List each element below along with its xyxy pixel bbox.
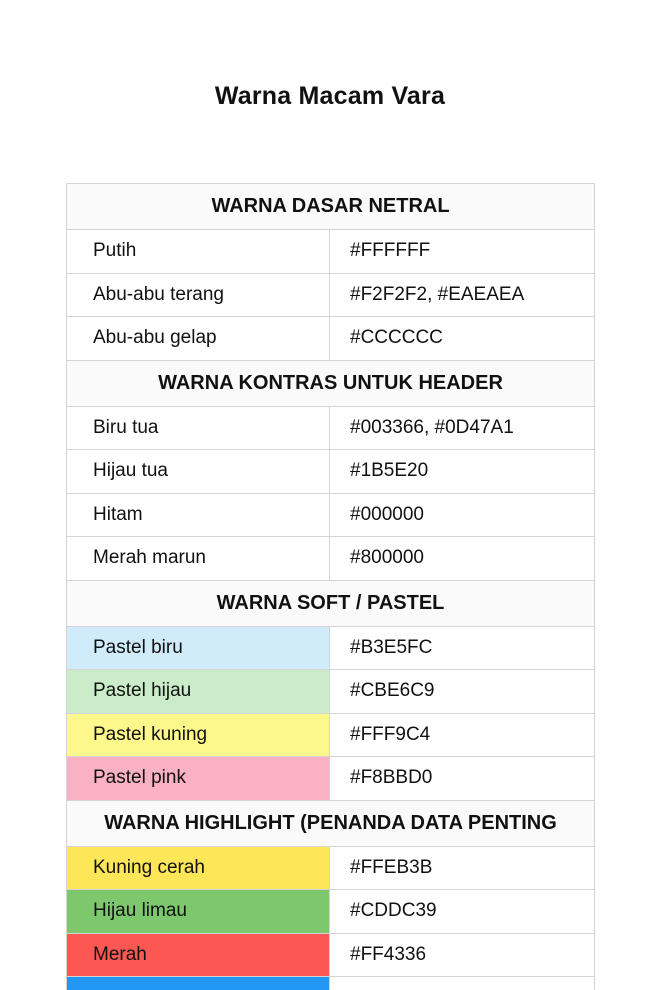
color-name-cell: Hijau limau	[67, 890, 330, 934]
color-table-body	[67, 184, 595, 990]
table-row	[67, 670, 595, 714]
color-name-cell	[67, 977, 330, 990]
color-name-cell: Merah	[67, 933, 330, 977]
table-row	[67, 537, 595, 581]
color-name-cell: Abu-abu terang	[67, 273, 330, 317]
table-row	[67, 230, 595, 274]
table-row	[67, 406, 595, 450]
table-row	[67, 933, 595, 977]
section-header-row	[67, 360, 595, 406]
color-name-cell: Pastel biru	[67, 626, 330, 670]
table-row	[67, 450, 595, 494]
color-name-cell: Kuning cerah	[67, 846, 330, 890]
color-name-cell: Abu-abu gelap	[67, 317, 330, 361]
color-code-cell: #1B5E20	[330, 450, 595, 494]
table-row	[67, 493, 595, 537]
section-header-row	[67, 184, 595, 230]
color-name-cell: Putih	[67, 230, 330, 274]
color-code-cell: #F2F2F2, #EAEAEA	[330, 273, 595, 317]
table-row	[67, 890, 595, 934]
section-heading: WARNA HIGHLIGHT (PENANDA DATA PENTING	[67, 800, 595, 846]
color-code-cell: #CDDC39	[330, 890, 595, 934]
color-name-cell: Hijau tua	[67, 450, 330, 494]
table-row	[67, 317, 595, 361]
color-code-cell	[330, 977, 595, 990]
color-name-cell: Pastel hijau	[67, 670, 330, 714]
color-code-cell: #FFEB3B	[330, 846, 595, 890]
color-code-cell: #F8BBD0	[330, 757, 595, 801]
color-name-cell: Pastel kuning	[67, 713, 330, 757]
section-header-row	[67, 580, 595, 626]
color-table	[66, 183, 595, 990]
color-name-cell: Biru tua	[67, 406, 330, 450]
table-row	[67, 977, 595, 990]
color-code-cell: #003366, #0D47A1	[330, 406, 595, 450]
color-code-cell: #CBE6C9	[330, 670, 595, 714]
color-code-cell: #B3E5FC	[330, 626, 595, 670]
page-title: Warna Macam Vara	[214, 82, 446, 110]
color-code-cell: #800000	[330, 537, 595, 581]
color-code-cell: #FF4336	[330, 933, 595, 977]
section-heading: WARNA DASAR NETRAL	[67, 184, 595, 230]
section-header-row	[67, 800, 595, 846]
color-name-cell: Hitam	[67, 493, 330, 537]
color-code-cell: #000000	[330, 493, 595, 537]
table-row	[67, 846, 595, 890]
section-heading: WARNA SOFT / PASTEL	[67, 580, 595, 626]
table-row	[67, 757, 595, 801]
color-code-cell: #FFF9C4	[330, 713, 595, 757]
color-code-cell: #FFFFFF	[330, 230, 595, 274]
color-code-cell: #CCCCCC	[330, 317, 595, 361]
color-name-cell: Merah marun	[67, 537, 330, 581]
section-heading: WARNA KONTRAS UNTUK HEADER	[67, 360, 595, 406]
table-row	[67, 626, 595, 670]
color-name-cell: Pastel pink	[67, 757, 330, 801]
table-row	[67, 273, 595, 317]
table-row	[67, 713, 595, 757]
